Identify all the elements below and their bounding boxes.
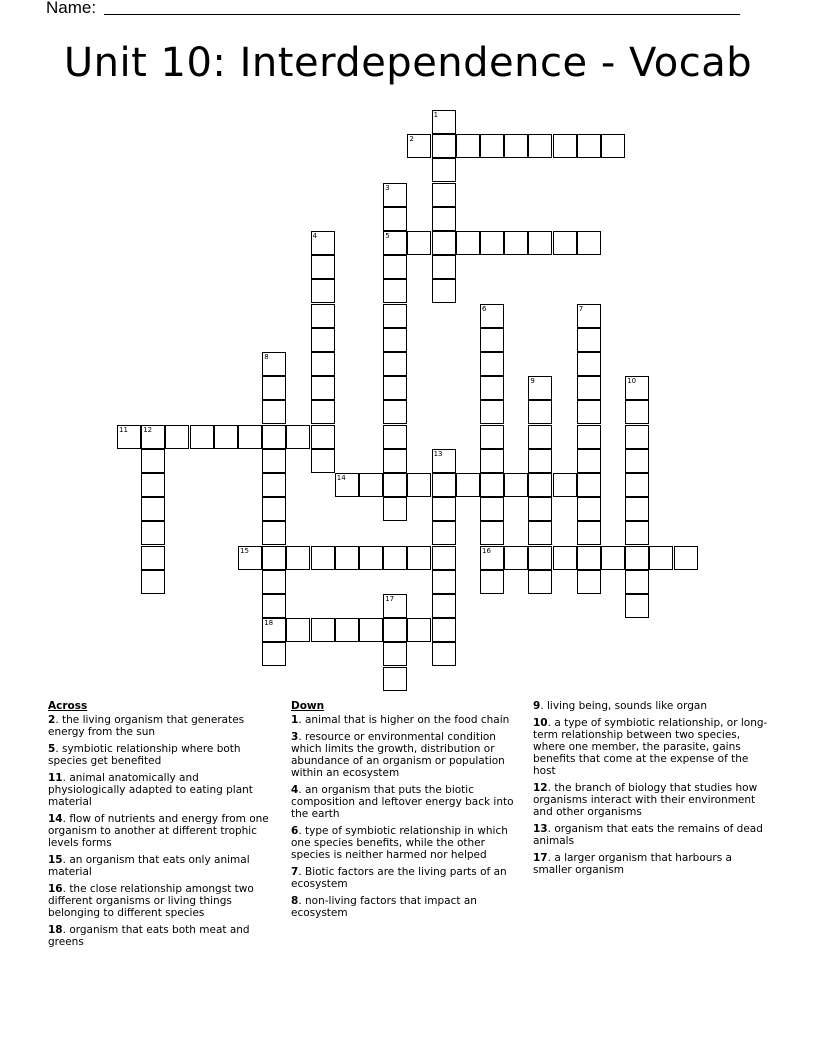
grid-cell[interactable] — [432, 594, 456, 618]
grid-cell[interactable] — [383, 376, 407, 400]
grid-cell[interactable] — [286, 546, 310, 570]
grid-cell[interactable] — [432, 231, 456, 255]
down-clues — [291, 700, 525, 924]
grid-cell[interactable] — [262, 449, 286, 473]
grid-cell[interactable] — [141, 473, 165, 497]
grid-cell[interactable] — [311, 618, 335, 642]
grid-cell[interactable] — [383, 328, 407, 352]
grid-cell[interactable] — [480, 304, 504, 328]
grid-cell[interactable] — [262, 521, 286, 545]
grid-cell[interactable] — [383, 618, 407, 642]
grid-cell[interactable] — [141, 570, 165, 594]
grid-cell[interactable] — [262, 352, 286, 376]
grid-cell[interactable] — [262, 642, 286, 666]
clue-item-text: a larger organism that harbours a smaller organism — [533, 852, 732, 876]
grid-cell[interactable] — [311, 425, 335, 449]
clue-item-number: 16 — [48, 883, 63, 895]
grid-cell[interactable] — [456, 231, 480, 255]
grid-cell[interactable] — [577, 546, 601, 570]
grid-cell[interactable] — [311, 231, 335, 255]
clue-item: 3. resource or environmental condition which limits the growth, distribution or abundance of an organism or population within an ecosystem — [291, 731, 505, 779]
clue-item-text: flow of nutrients and energy from one organism to another at different trophic levels forms — [48, 813, 269, 849]
clue-number: 2 — [409, 135, 414, 144]
clue-item-text: living being, sounds like organ — [547, 700, 707, 712]
clue-item-number: 14 — [48, 813, 63, 825]
across-heading: Across — [48, 700, 88, 712]
grid-cell[interactable] — [311, 328, 335, 352]
grid-cell[interactable] — [649, 546, 673, 570]
clue-item-number: 1 — [291, 714, 299, 726]
clue-item: 4. an organism that puts the biotic composition and leftover energy back into the earth — [291, 784, 514, 820]
grid-cell[interactable] — [383, 667, 407, 691]
grid-cell[interactable] — [432, 570, 456, 594]
grid-cell[interactable] — [528, 400, 552, 424]
grid-cell[interactable] — [407, 546, 431, 570]
grid-cell[interactable] — [553, 546, 577, 570]
grid-cell[interactable] — [432, 255, 456, 279]
grid-cell[interactable] — [625, 473, 649, 497]
grid-cell[interactable] — [480, 400, 504, 424]
clue-item-number: 15 — [48, 854, 63, 866]
grid-cell[interactable] — [504, 231, 528, 255]
clue-item: 11. animal anatomically and physiologically adapted to eating plant material — [48, 772, 253, 808]
clue-item-text: resource or environmental condition which limits the growth, distribution or abundance of an organism or population within an ecosystem — [291, 731, 505, 779]
grid-cell[interactable] — [432, 158, 456, 182]
clue-item-text: type of symbiotic relationship in which one species benefits, while the other species is neither harmed nor helped — [291, 825, 508, 861]
page-title: Unit 10: Interdependence - Vocab — [63, 40, 753, 86]
grid-cell[interactable] — [238, 425, 262, 449]
grid-cell[interactable] — [383, 400, 407, 424]
clue-item-text: organism that eats the remains of dead animals — [533, 823, 763, 847]
grid-cell[interactable] — [117, 425, 141, 449]
clue-item-number: 13 — [533, 823, 548, 835]
grid-cell[interactable] — [577, 352, 601, 376]
down-clues-continued — [533, 700, 769, 881]
grid-cell[interactable] — [383, 231, 407, 255]
clue-item: 10. a type of symbiotic relationship, or long-term relationship between two species, where one member, the parasite, gains benefits that come at the expense of the host — [533, 717, 768, 777]
grid-cell[interactable] — [262, 570, 286, 594]
clue-item: 13. organism that eats the remains of dead animals — [533, 823, 763, 847]
across-clues — [48, 700, 272, 953]
clue-item-number: 2 — [48, 714, 56, 726]
grid-cell[interactable] — [383, 594, 407, 618]
grid-cell[interactable] — [238, 546, 262, 570]
grid-cell[interactable] — [432, 642, 456, 666]
grid-cell[interactable] — [407, 134, 431, 158]
grid-cell[interactable] — [480, 473, 504, 497]
grid-cell[interactable] — [383, 255, 407, 279]
grid-cell[interactable] — [432, 497, 456, 521]
clue-item: 17. a larger organism that harbours a smaller organism — [533, 852, 732, 876]
grid-cell[interactable] — [577, 521, 601, 545]
grid-cell[interactable] — [407, 231, 431, 255]
grid-cell[interactable] — [601, 546, 625, 570]
clue-number: 10 — [627, 377, 637, 386]
grid-cell[interactable] — [553, 231, 577, 255]
grid-cell[interactable] — [432, 546, 456, 570]
grid-cell[interactable] — [480, 521, 504, 545]
grid-cell[interactable] — [262, 376, 286, 400]
grid-cell[interactable] — [286, 618, 310, 642]
grid-cell[interactable] — [407, 473, 431, 497]
grid-cell[interactable] — [528, 425, 552, 449]
grid-cell[interactable] — [311, 400, 335, 424]
grid-cell[interactable] — [625, 521, 649, 545]
grid-cell[interactable] — [432, 618, 456, 642]
clue-item-number: 7 — [291, 866, 299, 878]
grid-cell[interactable] — [528, 449, 552, 473]
grid-cell[interactable] — [528, 521, 552, 545]
grid-cell[interactable] — [480, 376, 504, 400]
clue-item-text: the close relationship amongst two different organisms or living things belonging to different species — [48, 883, 254, 919]
clue-item-text: non-living factors that impact an ecosystem — [291, 895, 477, 919]
clue-item-text: an organism that puts the biotic composition and leftover energy back into the earth — [291, 784, 514, 820]
grid-cell[interactable] — [480, 449, 504, 473]
clue-number: 17 — [385, 595, 395, 603]
grid-cell[interactable] — [480, 231, 504, 255]
grid-cell[interactable] — [335, 473, 359, 497]
clue-item-text: an organism that eats only animal material — [48, 854, 250, 878]
clue-item-number: 11 — [48, 772, 63, 784]
grid-cell[interactable] — [480, 134, 504, 158]
grid-cell[interactable] — [601, 134, 625, 158]
grid-cell[interactable] — [480, 546, 504, 570]
grid-cell[interactable] — [383, 207, 407, 231]
grid-cell[interactable] — [625, 400, 649, 424]
grid-cell[interactable] — [311, 376, 335, 400]
grid-cell[interactable] — [383, 425, 407, 449]
name-label: Name: — [46, 0, 97, 17]
down-heading: Down — [291, 700, 325, 712]
grid-cell[interactable] — [528, 570, 552, 594]
grid-cell[interactable] — [432, 521, 456, 545]
clue-item-text: animal that is higher on the food chain — [305, 714, 510, 726]
grid-cell[interactable] — [528, 231, 552, 255]
grid-cell[interactable] — [432, 473, 456, 497]
grid-cell[interactable] — [383, 279, 407, 303]
clue-item: 1. animal that is higher on the food chain — [291, 714, 510, 726]
grid-cell[interactable] — [528, 134, 552, 158]
grid-cell[interactable] — [262, 473, 286, 497]
grid-cell[interactable] — [577, 328, 601, 352]
grid-cell[interactable] — [383, 473, 407, 497]
clue-item: 15. an organism that eats only animal material — [48, 854, 250, 878]
grid-cell[interactable] — [577, 400, 601, 424]
clue-item: 8. non-living factors that impact an ecosystem — [291, 895, 477, 919]
clue-item: 14. flow of nutrients and energy from one organism to another at different trophic levels forms — [48, 813, 269, 849]
grid-cell[interactable] — [432, 279, 456, 303]
clue-item-number: 3 — [291, 731, 299, 743]
grid-cell[interactable] — [432, 207, 456, 231]
clue-item: 12. the branch of biology that studies how organisms interact with their environment and other organisms — [533, 782, 758, 818]
grid-cell[interactable] — [577, 134, 601, 158]
clue-item-number: 12 — [533, 782, 548, 794]
clue-number: 11 — [119, 425, 128, 434]
grid-cell[interactable] — [577, 304, 601, 328]
clue-number: 5 — [385, 232, 390, 240]
grid-cell[interactable] — [553, 473, 577, 497]
grid-cell[interactable] — [577, 231, 601, 255]
grid-cell[interactable] — [432, 183, 456, 207]
grid-cell[interactable] — [674, 546, 698, 570]
grid-cell[interactable] — [528, 497, 552, 521]
clue-item-number: 10 — [533, 717, 548, 729]
clue-item: 5. symbiotic relationship where both species get benefited — [48, 743, 241, 767]
grid-cell[interactable] — [141, 449, 165, 473]
clue-item: 7. Biotic factors are the living parts of an ecosystem — [291, 866, 507, 890]
grid-cell[interactable] — [504, 473, 528, 497]
grid-cell[interactable] — [359, 473, 383, 497]
grid-cell[interactable] — [528, 546, 552, 570]
grid-cell[interactable] — [311, 352, 335, 376]
across-clue-list — [48, 714, 272, 948]
grid-cell[interactable] — [214, 425, 238, 449]
grid-cell[interactable] — [432, 134, 456, 158]
clue-item: 2. the living organism that generates energy from the sun — [48, 714, 245, 738]
grid-cell[interactable] — [577, 497, 601, 521]
grid-cell[interactable] — [528, 376, 552, 400]
clue-item-text: a type of symbiotic relationship, or long-term relationship between two species, where one member, the parasite, gains benefits that come at the expense of the host — [533, 717, 768, 777]
grid-cell[interactable] — [383, 183, 407, 207]
clue-item-number: 6 — [291, 825, 299, 837]
grid-cell[interactable] — [141, 497, 165, 521]
grid-cell[interactable] — [311, 304, 335, 328]
grid-cell[interactable] — [456, 473, 480, 497]
clue-number: 1 — [433, 111, 439, 119]
grid-cell[interactable] — [383, 642, 407, 666]
clue-item-number: 5 — [48, 743, 56, 755]
grid-cell[interactable] — [262, 400, 286, 424]
grid-cell[interactable] — [190, 425, 214, 449]
clue-item-number: 4 — [291, 784, 299, 796]
grid-cell[interactable] — [625, 546, 649, 570]
grid-cell[interactable] — [553, 134, 577, 158]
grid-cell[interactable] — [311, 255, 335, 279]
clue-number: 9 — [530, 377, 535, 386]
clue-number: 13 — [433, 449, 443, 458]
grid-cell[interactable] — [577, 425, 601, 449]
grid-cell[interactable] — [577, 449, 601, 473]
clue-item-text: the branch of biology that studies how organisms interact with their environment and other organisms — [533, 782, 758, 818]
grid-cell[interactable] — [311, 279, 335, 303]
grid-cell[interactable] — [480, 570, 504, 594]
grid-cell[interactable] — [577, 376, 601, 400]
clue-item-text: animal anatomically and physiologically adapted to eating plant material — [48, 772, 253, 808]
grid-cell[interactable] — [383, 497, 407, 521]
grid-cell[interactable] — [456, 134, 480, 158]
grid-cell[interactable] — [383, 304, 407, 328]
grid-cell[interactable] — [262, 497, 286, 521]
down-clue-list — [291, 714, 525, 919]
grid-cell[interactable] — [262, 594, 286, 618]
grid-cell[interactable] — [528, 473, 552, 497]
clue-item-text: Biotic factors are the living parts of an ecosystem — [291, 866, 507, 890]
grid-cell[interactable] — [262, 618, 286, 642]
clue-item-text: the living organism that generates energy from the sun — [48, 714, 245, 738]
clue-item-number: 18 — [48, 924, 63, 936]
grid-cell[interactable] — [262, 546, 286, 570]
clue-item-number: 17 — [533, 852, 548, 864]
clue-number: 7 — [578, 304, 584, 313]
grid-cell[interactable] — [577, 570, 601, 594]
down-clue-list-continued — [533, 700, 769, 876]
clue-item: 9. living being, sounds like organ — [533, 700, 707, 712]
grid-cell[interactable] — [141, 546, 165, 570]
grid-cell[interactable] — [359, 546, 383, 570]
grid-cell[interactable] — [286, 425, 310, 449]
grid-cell[interactable] — [407, 618, 431, 642]
clue-item-text: symbiotic relationship where both species get benefited — [48, 743, 241, 767]
grid-cell[interactable] — [335, 546, 359, 570]
grid-cell[interactable] — [480, 497, 504, 521]
grid-cell[interactable] — [625, 449, 649, 473]
clue-number: 18 — [264, 619, 274, 628]
grid-cell[interactable] — [625, 497, 649, 521]
grid-cell[interactable] — [383, 449, 407, 473]
grid-cell[interactable] — [625, 570, 649, 594]
grid-cell[interactable] — [625, 376, 649, 400]
clue-number: 8 — [264, 353, 269, 361]
grid-cell[interactable] — [625, 425, 649, 449]
grid-cell[interactable] — [480, 352, 504, 376]
clue-item: 6. type of symbiotic relationship in which one species benefits, while the other species is neither harmed nor helped — [291, 825, 508, 861]
grid-cell[interactable] — [335, 618, 359, 642]
clue-item-number: 9 — [533, 700, 541, 712]
clue-number: 15 — [240, 546, 249, 555]
grid-cell[interactable] — [432, 110, 456, 134]
grid-cell[interactable] — [165, 425, 189, 449]
grid-cell[interactable] — [359, 618, 383, 642]
clue-number: 14 — [336, 474, 346, 482]
clue-number: 3 — [385, 183, 390, 192]
grid-cell[interactable] — [383, 546, 407, 570]
clue-item-text: organism that eats both meat and greens — [48, 924, 250, 948]
grid-cell[interactable] — [262, 425, 286, 449]
grid-cell[interactable] — [625, 594, 649, 618]
grid-cell[interactable] — [311, 546, 335, 570]
grid-cell[interactable] — [480, 425, 504, 449]
grid-cell[interactable] — [432, 449, 456, 473]
clue-number: 16 — [482, 546, 491, 555]
grid-cell[interactable] — [504, 134, 528, 158]
clue-number: 12 — [143, 425, 153, 434]
grid-cell[interactable] — [577, 473, 601, 497]
grid-cell[interactable] — [383, 352, 407, 376]
clue-item: 18. organism that eats both meat and greens — [48, 924, 250, 948]
grid-cell[interactable] — [504, 546, 528, 570]
clue-item-number: 8 — [291, 895, 299, 907]
grid-cell[interactable] — [311, 449, 335, 473]
grid-cell[interactable] — [141, 521, 165, 545]
grid-cell[interactable] — [141, 425, 165, 449]
clue-item: 16. the close relationship amongst two different organisms or living things belonging to different species — [48, 883, 254, 919]
grid-cell[interactable] — [480, 328, 504, 352]
clue-number: 6 — [482, 304, 487, 313]
clue-number: 4 — [312, 232, 318, 240]
